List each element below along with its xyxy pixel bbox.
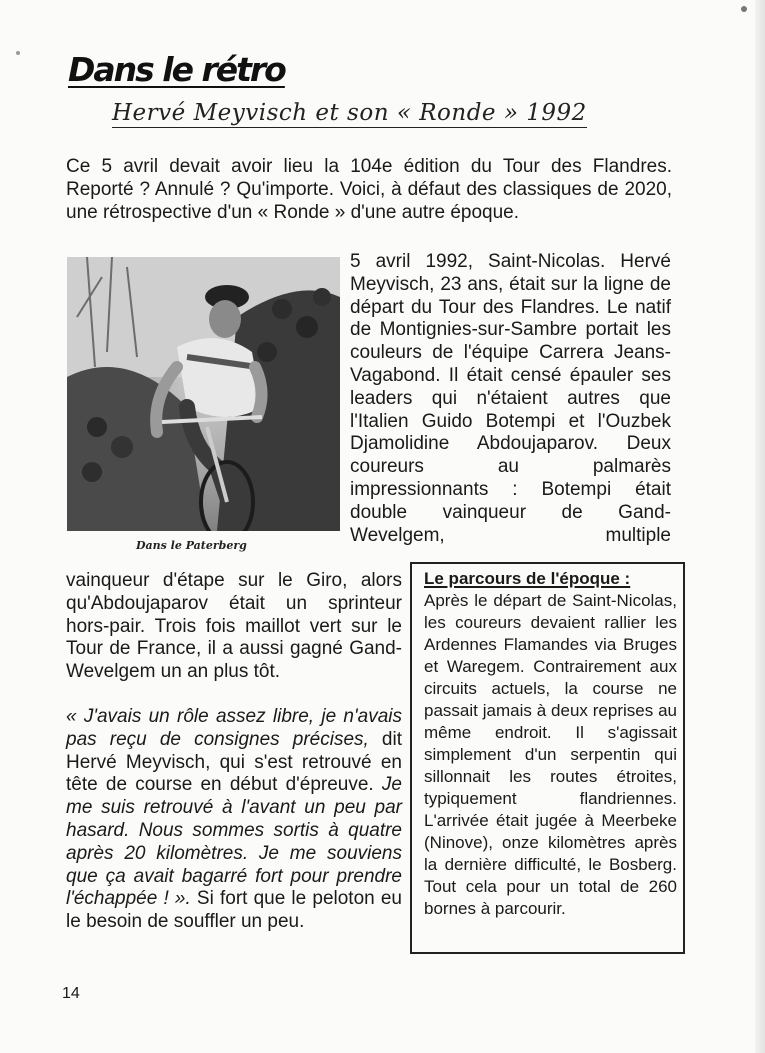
photo-caption: Dans le Paterberg bbox=[136, 539, 247, 552]
sidebar-title: Le parcours de l'époque : bbox=[424, 569, 631, 588]
sidebar-text bbox=[424, 590, 677, 920]
sidebar-body: Après le départ de Saint-Nicolas, les coureurs devaient rallier les Ardennes Flamandes via Bruges et Waregem. Contrairement aux circuits actuels, la course ne passait jamais à deux reprises au même endroit. Il s'agissait simplement d'un serpentin qui sillonnait les routes étroites, typiquement flandriennes. L'arrivée était jugée à Meerbeke (Ninove), onze kilomètres après la dernière difficulté, le Bosberg. Tout cela pour un total de 260 bornes à parcourir. bbox=[424, 591, 677, 918]
cyclist-photo-illustration bbox=[67, 257, 340, 531]
page-edge bbox=[755, 0, 765, 1053]
article-quote-paragraph bbox=[66, 706, 402, 934]
sidebar-box bbox=[410, 562, 685, 954]
section-title: Dans le rétro bbox=[68, 50, 285, 89]
article-column-right bbox=[350, 251, 671, 547]
page-number: 14 bbox=[62, 985, 80, 1002]
article-paragraph-1: 5 avril 1992, Saint-Nicolas. Hervé Meyvisch, 23 ans, était sur la ligne de départ du Tour des Flandres. Le natif de Montignies-sur-Sambre portait les couleurs de l'équipe Carrera Jeans-Vagabond. Il était censé épauler ses leaders qui n'étaient autres que l'Italien Guido Botempi et l'Ouzbek Djamolidine Abdoujaparov. Deux coureurs au palmarès impressionnants : Botempi était double vainqueur de Gand-Wevelgem, multiple bbox=[350, 251, 671, 546]
scan-speck bbox=[16, 51, 20, 55]
article-intro bbox=[66, 156, 672, 224]
quote-attribution: dit Hervé Meyvisch, qui s'est retrouvé en tête de course en début d'épreuve. bbox=[66, 728, 402, 796]
scan-speck bbox=[741, 6, 747, 12]
article-paragraph-1-continued: vainqueur d'étape sur le Giro, alors qu'Abdoujaparov était un sprinteur hors-pair. Trois fois maillot vert sur le Tour de France, il a aussi gagné Gand-Wevelgem un an plus tôt. bbox=[66, 570, 402, 683]
quote-text-continued: Je me suis retrouvé à l'avant un peu par hasard. Nous sommes sortis à quatre après 20 kilomètres. Je me souviens que ça avait bagarré fort pour prendre l'échappée ! ». bbox=[66, 774, 402, 910]
article-subtitle: Hervé Meyvisch et son « Ronde » 1992 bbox=[112, 100, 587, 126]
quote-ending: Si fort que le peloton eu le besoin de souffler un peu. bbox=[66, 888, 403, 933]
intro-paragraph: Ce 5 avril devait avoir lieu la 104e édition du Tour des Flandres. Reporté ? Annulé ? Qu'importe. Voici, à défaut des classiques de 2020, une rétrospective d'un « Ronde » d'une autre époque. bbox=[66, 156, 672, 223]
article-column-left bbox=[66, 570, 402, 934]
quote-text: « J'avais un rôle assez libre, je n'avais pas reçu de consignes précises, bbox=[66, 705, 402, 750]
cyclist-photo bbox=[67, 257, 340, 531]
